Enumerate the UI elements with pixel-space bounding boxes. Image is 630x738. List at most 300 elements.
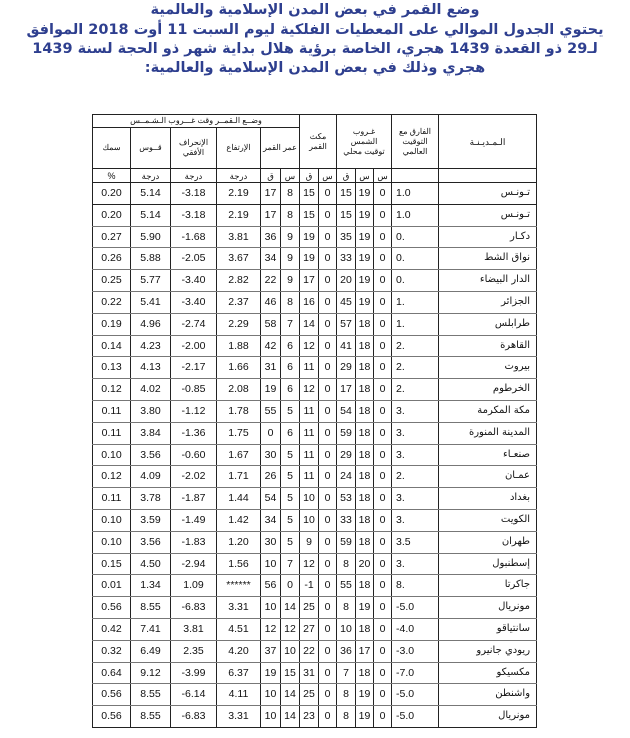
- cell-stay-minutes: 16: [300, 291, 319, 313]
- cell-altitude: 6.37: [217, 662, 261, 684]
- cell-age-minutes: 55: [261, 400, 281, 422]
- cell-stay-minutes: 27: [300, 618, 319, 640]
- table-row: [93, 466, 537, 488]
- cell-arc: 5.88: [131, 248, 171, 270]
- cell-sunset-minutes: 8: [337, 684, 356, 706]
- cell-elongation: -2.94: [171, 553, 217, 575]
- cell-thickness: 0.10: [93, 531, 131, 553]
- intro-line-1: يحتوي الجدول الموالي على المعطيات الفلكية ليوم السبت 11 أوت 2018 الموافق: [26, 22, 604, 38]
- cell-utc-diff: 0.: [392, 270, 439, 292]
- cell-thickness: 0.14: [93, 335, 131, 357]
- unit-degree: درجة: [171, 169, 217, 183]
- intro-line-2: لـ29 ذو القعدة 1439 هجري، الخاصة برؤية هلال بداية شهر ذو الحجة لسنة 1439: [32, 41, 598, 57]
- cell-city: إسطنبول: [439, 553, 537, 575]
- cell-stay-minutes: 25: [300, 597, 319, 619]
- header-sunset-group: غـروب الشمس توقيت محلي: [337, 115, 392, 169]
- cell-sunset-hours: 19: [356, 248, 374, 270]
- cell-elongation: -2.00: [171, 335, 217, 357]
- cell-utc-diff: 3.: [392, 422, 439, 444]
- cell-utc-diff: 3.: [392, 553, 439, 575]
- table-row: [93, 357, 537, 379]
- cell-stay-hours: 0: [319, 662, 337, 684]
- cell-sunset-seconds: 0: [374, 597, 392, 619]
- cell-elongation: -6.83: [171, 706, 217, 728]
- cell-thickness: 0.10: [93, 509, 131, 531]
- cell-sunset-hours: 19: [356, 684, 374, 706]
- cell-sunset-hours: 17: [356, 640, 374, 662]
- cell-sunset-hours: 18: [356, 379, 374, 401]
- cell-age-minutes: 42: [261, 335, 281, 357]
- unit-hour: س: [374, 169, 392, 183]
- cell-sunset-hours: 18: [356, 618, 374, 640]
- cell-city: الدار البيضاء: [439, 270, 537, 292]
- cell-sunset-minutes: 53: [337, 488, 356, 510]
- cell-altitude: 4.51: [217, 618, 261, 640]
- cell-city: مكسيكو: [439, 662, 537, 684]
- cell-thickness: 0.11: [93, 422, 131, 444]
- cell-city: سانتياقو: [439, 618, 537, 640]
- unit-minute: ق: [300, 169, 319, 183]
- cell-age-hours: 6: [281, 357, 300, 379]
- header-city: الـمـديـنـة: [439, 115, 537, 169]
- cell-sunset-hours: 18: [356, 313, 374, 335]
- cell-utc-diff: -7.0: [392, 662, 439, 684]
- cell-elongation: -6.83: [171, 597, 217, 619]
- cell-age-hours: 8: [281, 183, 300, 205]
- cell-utc-diff: 1.: [392, 291, 439, 313]
- cell-age-minutes: 0: [261, 422, 281, 444]
- cell-age-minutes: 17: [261, 183, 281, 205]
- cell-stay-hours: 0: [319, 466, 337, 488]
- cell-utc-diff: 1.: [392, 313, 439, 335]
- table-row: [93, 618, 537, 640]
- cell-thickness: 0.32: [93, 640, 131, 662]
- table-row: [93, 706, 537, 728]
- cell-stay-hours: 0: [319, 684, 337, 706]
- cell-altitude: 1.44: [217, 488, 261, 510]
- cell-sunset-minutes: 41: [337, 335, 356, 357]
- cell-utc-diff: -5.0: [392, 684, 439, 706]
- cell-sunset-seconds: 0: [374, 531, 392, 553]
- table-row: [93, 379, 537, 401]
- cell-age-minutes: 56: [261, 575, 281, 597]
- header-moon-group: وضــع الـقمــر وقت غـــروب الـشـمــس: [93, 115, 300, 128]
- cell-age-hours: 5: [281, 466, 300, 488]
- cell-elongation: -1.83: [171, 531, 217, 553]
- cell-thickness: 0.22: [93, 291, 131, 313]
- cell-utc-diff: 3.: [392, 444, 439, 466]
- cell-age-minutes: 10: [261, 684, 281, 706]
- cell-altitude: 4.20: [217, 640, 261, 662]
- cell-age-hours: 5: [281, 509, 300, 531]
- cell-utc-diff: 2.: [392, 335, 439, 357]
- cell-city: بغداد: [439, 488, 537, 510]
- cell-stay-minutes: 11: [300, 357, 319, 379]
- cell-altitude: 1.42: [217, 509, 261, 531]
- cell-sunset-hours: 18: [356, 488, 374, 510]
- cell-age-hours: 10: [281, 640, 300, 662]
- cell-stay-hours: 0: [319, 400, 337, 422]
- cell-sunset-minutes: 29: [337, 357, 356, 379]
- cell-sunset-seconds: 0: [374, 706, 392, 728]
- cell-age-hours: 5: [281, 488, 300, 510]
- cell-city: طهران: [439, 531, 537, 553]
- cell-sunset-seconds: 0: [374, 488, 392, 510]
- cell-city: صنعـاء: [439, 444, 537, 466]
- page-title: وضع القمر في بعض المدن الإسلامية والعالمية: [150, 2, 480, 18]
- cell-altitude: 2.82: [217, 270, 261, 292]
- cell-age-minutes: 37: [261, 640, 281, 662]
- cell-elongation: -1.87: [171, 488, 217, 510]
- cell-thickness: 0.19: [93, 313, 131, 335]
- cell-sunset-seconds: 0: [374, 248, 392, 270]
- table-row: [93, 509, 537, 531]
- header-altitude: الإرتفاع: [217, 128, 261, 169]
- cell-arc: 4.23: [131, 335, 171, 357]
- unit-second: س: [356, 169, 374, 183]
- cell-stay-minutes: 15: [300, 183, 319, 205]
- cell-thickness: 0.20: [93, 183, 131, 205]
- cell-city: الجزائر: [439, 291, 537, 313]
- cell-stay-hours: 0: [319, 357, 337, 379]
- cell-sunset-hours: 18: [356, 422, 374, 444]
- table-row: [93, 335, 537, 357]
- table-row: [93, 575, 537, 597]
- cell-thickness: 0.15: [93, 553, 131, 575]
- cell-sunset-hours: 18: [356, 335, 374, 357]
- cell-arc: 5.14: [131, 204, 171, 226]
- cell-sunset-seconds: 0: [374, 575, 392, 597]
- cell-utc-diff: 0.: [392, 226, 439, 248]
- cell-arc: 8.55: [131, 597, 171, 619]
- cell-elongation: -3.18: [171, 183, 217, 205]
- unit-minute: ق: [261, 169, 281, 183]
- cell-stay-hours: 0: [319, 183, 337, 205]
- cell-utc-diff: 2.: [392, 379, 439, 401]
- cell-altitude: 2.19: [217, 183, 261, 205]
- cell-sunset-seconds: 0: [374, 553, 392, 575]
- cell-elongation: -1.12: [171, 400, 217, 422]
- cell-altitude: ******: [217, 575, 261, 597]
- cell-stay-hours: 0: [319, 248, 337, 270]
- cell-elongation: -0.60: [171, 444, 217, 466]
- cell-thickness: 0.01: [93, 575, 131, 597]
- cell-sunset-minutes: 36: [337, 640, 356, 662]
- cell-utc-diff: 0.: [392, 248, 439, 270]
- cell-sunset-seconds: 0: [374, 313, 392, 335]
- cell-age-hours: 9: [281, 226, 300, 248]
- cell-elongation: -2.02: [171, 466, 217, 488]
- cell-sunset-seconds: 0: [374, 226, 392, 248]
- cell-stay-minutes: 19: [300, 226, 319, 248]
- cell-city: عمـان: [439, 466, 537, 488]
- table-row: [93, 183, 537, 205]
- cell-elongation: -6.14: [171, 684, 217, 706]
- cell-stay-minutes: 11: [300, 444, 319, 466]
- cell-city: القاهرة: [439, 335, 537, 357]
- cell-age-minutes: 31: [261, 357, 281, 379]
- cell-sunset-minutes: 24: [337, 466, 356, 488]
- cell-age-hours: 7: [281, 553, 300, 575]
- cell-sunset-minutes: 8: [337, 597, 356, 619]
- cell-thickness: 0.11: [93, 488, 131, 510]
- cell-age-minutes: 54: [261, 488, 281, 510]
- cell-age-hours: 8: [281, 291, 300, 313]
- cell-stay-minutes: 22: [300, 640, 319, 662]
- cell-sunset-seconds: 0: [374, 183, 392, 205]
- cell-stay-hours: 0: [319, 313, 337, 335]
- unit-degree: درجة: [217, 169, 261, 183]
- cell-utc-diff: -5.0: [392, 706, 439, 728]
- cell-elongation: -3.40: [171, 291, 217, 313]
- table-row: [93, 662, 537, 684]
- cell-altitude: 3.67: [217, 248, 261, 270]
- cell-sunset-hours: 18: [356, 400, 374, 422]
- cell-altitude: 3.31: [217, 597, 261, 619]
- cell-stay-minutes: 12: [300, 335, 319, 357]
- cell-age-hours: 14: [281, 597, 300, 619]
- cell-age-hours: 8: [281, 204, 300, 226]
- cell-sunset-seconds: 0: [374, 270, 392, 292]
- cell-thickness: 0.20: [93, 204, 131, 226]
- cell-sunset-minutes: 8: [337, 553, 356, 575]
- header-elongation: الإنحراف الأفقي: [171, 128, 217, 169]
- cell-arc: 4.02: [131, 379, 171, 401]
- cell-arc: 3.56: [131, 444, 171, 466]
- cell-arc: 5.14: [131, 183, 171, 205]
- cell-utc-diff: 2.: [392, 466, 439, 488]
- cell-utc-diff: 1.0: [392, 204, 439, 226]
- cell-city: تـونـس: [439, 204, 537, 226]
- cell-sunset-hours: 18: [356, 531, 374, 553]
- cell-thickness: 0.12: [93, 466, 131, 488]
- cell-sunset-hours: 18: [356, 357, 374, 379]
- cell-age-hours: 5: [281, 400, 300, 422]
- cell-elongation: -3.18: [171, 204, 217, 226]
- cell-sunset-minutes: 8: [337, 706, 356, 728]
- cell-elongation: -1.36: [171, 422, 217, 444]
- table-row: [93, 204, 537, 226]
- cell-sunset-seconds: 0: [374, 662, 392, 684]
- cell-stay-hours: 0: [319, 291, 337, 313]
- cell-age-minutes: 36: [261, 226, 281, 248]
- cell-elongation: 3.81: [171, 618, 217, 640]
- cell-age-minutes: 58: [261, 313, 281, 335]
- cell-altitude: 2.08: [217, 379, 261, 401]
- cell-sunset-minutes: 54: [337, 400, 356, 422]
- table-row: [93, 313, 537, 335]
- cell-thickness: 0.10: [93, 444, 131, 466]
- cell-stay-minutes: 10: [300, 488, 319, 510]
- cell-age-hours: 6: [281, 379, 300, 401]
- table-row: [93, 226, 537, 248]
- intro-line-3: هجري وذلك في بعض المدن الإسلامية والعالمية:: [144, 60, 486, 76]
- cell-city: تـونـس: [439, 183, 537, 205]
- cell-age-hours: 7: [281, 313, 300, 335]
- cell-age-hours: 14: [281, 706, 300, 728]
- cell-stay-minutes: 12: [300, 553, 319, 575]
- cell-city: ريودي جانيرو: [439, 640, 537, 662]
- cell-age-hours: 12: [281, 618, 300, 640]
- cell-arc: 3.59: [131, 509, 171, 531]
- table-row: [93, 422, 537, 444]
- table-row: [93, 553, 537, 575]
- cell-city: دكـار: [439, 226, 537, 248]
- cell-arc: 7.41: [131, 618, 171, 640]
- cell-stay-minutes: 14: [300, 313, 319, 335]
- cell-arc: 3.84: [131, 422, 171, 444]
- cell-age-minutes: 10: [261, 597, 281, 619]
- cell-elongation: 2.35: [171, 640, 217, 662]
- cell-arc: 3.80: [131, 400, 171, 422]
- cell-sunset-seconds: 0: [374, 618, 392, 640]
- table-row: [93, 291, 537, 313]
- cell-thickness: 0.42: [93, 618, 131, 640]
- cell-stay-minutes: 31: [300, 662, 319, 684]
- cell-sunset-seconds: 0: [374, 204, 392, 226]
- cell-stay-hours: 0: [319, 553, 337, 575]
- cell-stay-hours: 0: [319, 379, 337, 401]
- cell-sunset-minutes: 15: [337, 183, 356, 205]
- cell-altitude: 1.67: [217, 444, 261, 466]
- cell-altitude: 1.20: [217, 531, 261, 553]
- cell-sunset-hours: 18: [356, 466, 374, 488]
- cell-arc: 4.96: [131, 313, 171, 335]
- cell-sunset-hours: 19: [356, 183, 374, 205]
- cell-altitude: 2.29: [217, 313, 261, 335]
- cell-utc-diff: 1.0: [392, 183, 439, 205]
- cell-age-hours: 0: [281, 575, 300, 597]
- unit-hour: س: [281, 169, 300, 183]
- cell-utc-diff: -5.0: [392, 597, 439, 619]
- table-row: [93, 531, 537, 553]
- cell-stay-minutes: 25: [300, 684, 319, 706]
- cell-city: مونريال: [439, 597, 537, 619]
- page-title-block: [0, 2, 630, 78]
- table-row: [93, 597, 537, 619]
- cell-age-minutes: 34: [261, 248, 281, 270]
- unit-degree: درجة: [131, 169, 171, 183]
- cell-altitude: 3.31: [217, 706, 261, 728]
- cell-age-hours: 6: [281, 335, 300, 357]
- cell-city: مونريال: [439, 706, 537, 728]
- cell-city: نواق الشط: [439, 248, 537, 270]
- cell-arc: 1.34: [131, 575, 171, 597]
- cell-altitude: 3.81: [217, 226, 261, 248]
- table-row: [93, 640, 537, 662]
- cell-stay-hours: 0: [319, 335, 337, 357]
- cell-age-hours: 5: [281, 531, 300, 553]
- cell-age-hours: 9: [281, 248, 300, 270]
- cell-stay-minutes: 17: [300, 270, 319, 292]
- cell-sunset-minutes: 55: [337, 575, 356, 597]
- cell-age-hours: 14: [281, 684, 300, 706]
- cell-city: مكة المكرمة: [439, 400, 537, 422]
- cell-sunset-seconds: 0: [374, 444, 392, 466]
- cell-stay-hours: 0: [319, 706, 337, 728]
- cell-stay-minutes: 23: [300, 706, 319, 728]
- unit-minute: ق: [337, 169, 356, 183]
- cell-city: طرابلس: [439, 313, 537, 335]
- cell-age-hours: 9: [281, 270, 300, 292]
- cell-age-minutes: 22: [261, 270, 281, 292]
- header-moon-age: عمر القمر: [261, 128, 300, 169]
- cell-sunset-seconds: 0: [374, 335, 392, 357]
- cell-stay-hours: 0: [319, 422, 337, 444]
- cell-thickness: 0.56: [93, 706, 131, 728]
- cell-altitude: 1.66: [217, 357, 261, 379]
- cell-thickness: 0.11: [93, 400, 131, 422]
- unit-blank: [439, 169, 537, 183]
- cell-sunset-minutes: 29: [337, 444, 356, 466]
- cell-sunset-minutes: 33: [337, 509, 356, 531]
- cell-age-minutes: 30: [261, 444, 281, 466]
- header-arc: قــوس: [131, 128, 171, 169]
- cell-stay-hours: 0: [319, 226, 337, 248]
- cell-age-minutes: 26: [261, 466, 281, 488]
- cell-city: بيروت: [439, 357, 537, 379]
- cell-stay-hours: 0: [319, 640, 337, 662]
- cell-sunset-minutes: 45: [337, 291, 356, 313]
- cell-age-minutes: 19: [261, 379, 281, 401]
- cell-stay-hours: 0: [319, 618, 337, 640]
- cell-age-minutes: 19: [261, 662, 281, 684]
- cell-arc: 9.12: [131, 662, 171, 684]
- cell-sunset-seconds: 0: [374, 422, 392, 444]
- cell-stay-hours: 0: [319, 444, 337, 466]
- cell-sunset-hours: 19: [356, 204, 374, 226]
- cell-sunset-seconds: 0: [374, 640, 392, 662]
- cell-utc-diff: 3.: [392, 488, 439, 510]
- cell-stay-hours: 0: [319, 597, 337, 619]
- cell-utc-diff: -3.0: [392, 640, 439, 662]
- cell-elongation: -1.68: [171, 226, 217, 248]
- table-row: [93, 684, 537, 706]
- cell-city: الخرطوم: [439, 379, 537, 401]
- cell-age-minutes: 12: [261, 618, 281, 640]
- cell-altitude: 1.71: [217, 466, 261, 488]
- cell-stay-minutes: 11: [300, 466, 319, 488]
- cell-elongation: 1.09: [171, 575, 217, 597]
- table-row: [93, 400, 537, 422]
- cell-thickness: 0.25: [93, 270, 131, 292]
- cell-age-hours: 6: [281, 422, 300, 444]
- table-row: [93, 444, 537, 466]
- cell-age-hours: 15: [281, 662, 300, 684]
- cell-elongation: -0.85: [171, 379, 217, 401]
- cell-stay-hours: 0: [319, 488, 337, 510]
- cell-sunset-hours: 18: [356, 444, 374, 466]
- cell-altitude: 2.19: [217, 204, 261, 226]
- cell-stay-minutes: 10: [300, 509, 319, 531]
- cell-elongation: -2.05: [171, 248, 217, 270]
- cell-stay-minutes: 19: [300, 248, 319, 270]
- cell-arc: 3.78: [131, 488, 171, 510]
- cell-arc: 3.56: [131, 531, 171, 553]
- cell-arc: 5.41: [131, 291, 171, 313]
- cell-arc: 4.09: [131, 466, 171, 488]
- unit-percent: %: [93, 169, 131, 183]
- cell-stay-minutes: 11: [300, 400, 319, 422]
- cell-stay-hours: 0: [319, 531, 337, 553]
- cell-elongation: -1.49: [171, 509, 217, 531]
- cell-thickness: 0.13: [93, 357, 131, 379]
- cell-elongation: -3.99: [171, 662, 217, 684]
- unit-blank: [392, 169, 439, 183]
- cell-sunset-seconds: 0: [374, 466, 392, 488]
- cell-age-minutes: 10: [261, 706, 281, 728]
- cell-thickness: 0.27: [93, 226, 131, 248]
